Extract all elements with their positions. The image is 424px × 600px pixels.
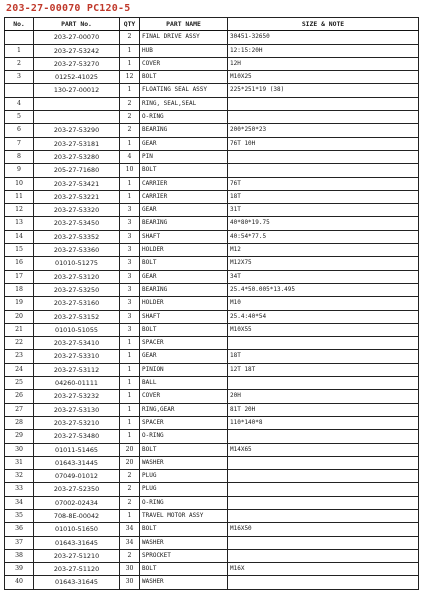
table-row: [5, 403, 419, 416]
size-note-cell: 34T: [228, 270, 419, 283]
part-number-cell: 203-27-51210: [34, 549, 120, 562]
item-number-cell: 38: [5, 549, 34, 562]
parts-table: [4, 17, 419, 590]
part-number-cell: 01643-31645: [34, 536, 120, 549]
item-number-cell: 7: [5, 137, 34, 150]
part-name-cell: SPROCKET: [140, 549, 228, 562]
size-note-cell: [228, 111, 419, 124]
column-header-part-no: PART No.: [34, 18, 120, 31]
quantity-cell: 34: [120, 536, 140, 549]
quantity-cell: 3: [120, 244, 140, 257]
table-row: [5, 177, 419, 190]
table-row: [5, 323, 419, 336]
size-note-cell: [228, 536, 419, 549]
part-number-cell: [34, 111, 120, 124]
quantity-cell: 20: [120, 443, 140, 456]
size-note-cell: [228, 470, 419, 483]
size-note-cell: [228, 456, 419, 469]
size-note-cell: [228, 337, 419, 350]
table-row: [5, 257, 419, 270]
quantity-cell: 1: [120, 416, 140, 429]
quantity-cell: 2: [120, 470, 140, 483]
part-number-cell: 203-27-00070: [34, 31, 120, 44]
part-name-cell: BOLT: [140, 164, 228, 177]
quantity-cell: 2: [120, 496, 140, 509]
item-number-cell: 20: [5, 310, 34, 323]
item-number-cell: 34: [5, 496, 34, 509]
size-note-cell: M16X50: [228, 523, 419, 536]
part-number-cell: 203-27-53270: [34, 57, 120, 70]
size-note-cell: [228, 496, 419, 509]
part-number-cell: 203-27-53310: [34, 350, 120, 363]
part-number-cell: 01010-51055: [34, 323, 120, 336]
size-note-cell: [228, 164, 419, 177]
item-number-cell: 4: [5, 97, 34, 110]
part-name-cell: PIN: [140, 150, 228, 163]
size-note-cell: 12:15:20H: [228, 44, 419, 57]
part-name-cell: PINION: [140, 363, 228, 376]
quantity-cell: 3: [120, 310, 140, 323]
quantity-cell: 1: [120, 177, 140, 190]
item-number-cell: 24: [5, 363, 34, 376]
quantity-cell: 3: [120, 230, 140, 243]
table-row: [5, 416, 419, 429]
quantity-cell: 1: [120, 57, 140, 70]
part-number-cell: 203-27-53480: [34, 430, 120, 443]
item-number-cell: 28: [5, 416, 34, 429]
part-number-cell: [34, 97, 120, 110]
part-number-cell: 205-27-71680: [34, 164, 120, 177]
quantity-cell: 1: [120, 430, 140, 443]
part-number-cell: 203-27-53221: [34, 190, 120, 203]
item-number-cell: 22: [5, 337, 34, 350]
quantity-cell: 2: [120, 97, 140, 110]
table-row: [5, 111, 419, 124]
quantity-cell: 1: [120, 390, 140, 403]
size-note-cell: [228, 97, 419, 110]
size-note-cell: 40*80*19.75: [228, 217, 419, 230]
table-row: [5, 71, 419, 84]
item-number-cell: 23: [5, 350, 34, 363]
part-number-cell: 07002-02434: [34, 496, 120, 509]
part-number-cell: 203-27-51120: [34, 563, 120, 576]
part-name-cell: BEARING: [140, 217, 228, 230]
part-number-cell: 203-27-53250: [34, 283, 120, 296]
table-row: [5, 523, 419, 536]
part-number-cell: 01010-51275: [34, 257, 120, 270]
table-row: [5, 204, 419, 217]
quantity-cell: 1: [120, 350, 140, 363]
size-note-cell: 76T 10H: [228, 137, 419, 150]
table-row: [5, 563, 419, 576]
quantity-cell: 1: [120, 137, 140, 150]
quantity-cell: 20: [120, 456, 140, 469]
part-name-cell: SPACER: [140, 337, 228, 350]
size-note-cell: M10X55: [228, 323, 419, 336]
part-number-cell: 203-27-53290: [34, 124, 120, 137]
table-row: [5, 270, 419, 283]
part-name-cell: O-RING: [140, 111, 228, 124]
column-header-no: No.: [5, 18, 34, 31]
item-number-cell: 8: [5, 150, 34, 163]
quantity-cell: 30: [120, 563, 140, 576]
item-number-cell: 26: [5, 390, 34, 403]
item-number-cell: 35: [5, 509, 34, 522]
part-name-cell: WASHER: [140, 456, 228, 469]
part-name-cell: BOLT: [140, 523, 228, 536]
part-name-cell: HUB: [140, 44, 228, 57]
part-name-cell: GEAR: [140, 137, 228, 150]
table-row: [5, 377, 419, 390]
part-name-cell: BOLT: [140, 257, 228, 270]
part-number-cell: 203-27-53210: [34, 416, 120, 429]
size-note-cell: M12: [228, 244, 419, 257]
size-note-cell: [228, 483, 419, 496]
table-row: [5, 430, 419, 443]
size-note-cell: M14X65: [228, 443, 419, 456]
item-number-cell: 25: [5, 377, 34, 390]
table-row: [5, 390, 419, 403]
table-row: [5, 31, 419, 44]
part-number-cell: 130-27-00012: [34, 84, 120, 97]
table-row: [5, 230, 419, 243]
part-name-cell: BALL: [140, 377, 228, 390]
part-number-cell: 203-27-53410: [34, 337, 120, 350]
part-name-cell: GEAR: [140, 350, 228, 363]
quantity-cell: 2: [120, 31, 140, 44]
size-note-cell: 20H: [228, 390, 419, 403]
table-row: [5, 124, 419, 137]
table-row: [5, 57, 419, 70]
part-name-cell: FINAL DRIVE ASSY: [140, 31, 228, 44]
part-name-cell: BOLT: [140, 323, 228, 336]
quantity-cell: 1: [120, 509, 140, 522]
quantity-cell: 3: [120, 283, 140, 296]
part-name-cell: SHAFT: [140, 310, 228, 323]
quantity-cell: 10: [120, 164, 140, 177]
item-number-cell: 30: [5, 443, 34, 456]
column-header-size-note: SIZE & NOTE: [228, 18, 419, 31]
table-row: [5, 217, 419, 230]
item-number-cell: 33: [5, 483, 34, 496]
table-row: [5, 297, 419, 310]
item-number-cell: 31: [5, 456, 34, 469]
part-number-cell: 203-27-53360: [34, 244, 120, 257]
size-note-cell: 30451-32650: [228, 31, 419, 44]
table-row: [5, 310, 419, 323]
quantity-cell: 1: [120, 337, 140, 350]
quantity-cell: 30: [120, 576, 140, 589]
part-name-cell: FLOATING SEAL ASSY: [140, 84, 228, 97]
table-row: [5, 283, 419, 296]
part-name-cell: GEAR: [140, 204, 228, 217]
item-number-cell: 13: [5, 217, 34, 230]
quantity-cell: 4: [120, 150, 140, 163]
size-note-cell: [228, 430, 419, 443]
size-note-cell: M16X: [228, 563, 419, 576]
item-number-cell: 19: [5, 297, 34, 310]
part-name-cell: O-RING: [140, 430, 228, 443]
part-number-cell: 203-27-53242: [34, 44, 120, 57]
size-note-cell: 18T: [228, 350, 419, 363]
quantity-cell: 1: [120, 377, 140, 390]
quantity-cell: 1: [120, 44, 140, 57]
part-number-cell: 203-27-53450: [34, 217, 120, 230]
table-row: [5, 150, 419, 163]
part-number-cell: 203-27-53421: [34, 177, 120, 190]
quantity-cell: 12: [120, 71, 140, 84]
column-header-part-name: PART NAME: [140, 18, 228, 31]
item-number-cell: 2: [5, 57, 34, 70]
part-number-cell: 203-27-53112: [34, 363, 120, 376]
quantity-cell: 1: [120, 84, 140, 97]
part-name-cell: WASHER: [140, 536, 228, 549]
item-number-cell: 5: [5, 111, 34, 124]
item-number-cell: 27: [5, 403, 34, 416]
parts-table-body: [5, 31, 419, 589]
table-row: [5, 337, 419, 350]
item-number-cell: 1: [5, 44, 34, 57]
item-number-cell: 11: [5, 190, 34, 203]
part-number-cell: 203-27-53352: [34, 230, 120, 243]
part-name-cell: BEARING: [140, 124, 228, 137]
size-note-cell: M12X75: [228, 257, 419, 270]
quantity-cell: 2: [120, 111, 140, 124]
size-note-cell: 200*250*23: [228, 124, 419, 137]
size-note-cell: 25.4:40*54: [228, 310, 419, 323]
part-number-cell: 203-27-52350: [34, 483, 120, 496]
size-note-cell: [228, 150, 419, 163]
quantity-cell: 3: [120, 323, 140, 336]
part-name-cell: CARRIER: [140, 177, 228, 190]
quantity-cell: 3: [120, 257, 140, 270]
item-number-cell: 6: [5, 124, 34, 137]
part-name-cell: CARRIER: [140, 190, 228, 203]
item-number-cell: 3: [5, 71, 34, 84]
size-note-cell: 31T: [228, 204, 419, 217]
item-number-cell: 40: [5, 576, 34, 589]
quantity-cell: 2: [120, 483, 140, 496]
quantity-cell: 3: [120, 270, 140, 283]
item-number-cell: 29: [5, 430, 34, 443]
part-name-cell: RING,GEAR: [140, 403, 228, 416]
item-number-cell: 18: [5, 283, 34, 296]
item-number-cell: [5, 31, 34, 44]
table-row: [5, 97, 419, 110]
part-name-cell: PLUG: [140, 470, 228, 483]
part-name-cell: WASHER: [140, 576, 228, 589]
table-row: [5, 350, 419, 363]
part-number-cell: 01010-51650: [34, 523, 120, 536]
document-title: 203-27-00070 PC120-5: [6, 3, 131, 14]
table-row: [5, 363, 419, 376]
part-number-cell: 07049-01012: [34, 470, 120, 483]
size-note-cell: [228, 549, 419, 562]
size-note-cell: 12T 18T: [228, 363, 419, 376]
table-row: [5, 84, 419, 97]
table-row: [5, 164, 419, 177]
part-name-cell: BOLT: [140, 443, 228, 456]
item-number-cell: 14: [5, 230, 34, 243]
size-note-cell: 110*140*8: [228, 416, 419, 429]
quantity-cell: 2: [120, 549, 140, 562]
part-name-cell: HOLDER: [140, 244, 228, 257]
part-name-cell: RING, SEAL,SEAL: [140, 97, 228, 110]
quantity-cell: 1: [120, 190, 140, 203]
column-header-qty: QTY: [120, 18, 140, 31]
table-row: [5, 190, 419, 203]
part-name-cell: SHAFT: [140, 230, 228, 243]
part-name-cell: O-RING: [140, 496, 228, 509]
item-number-cell: 21: [5, 323, 34, 336]
item-number-cell: 17: [5, 270, 34, 283]
table-row: [5, 576, 419, 589]
part-number-cell: 203-27-53320: [34, 204, 120, 217]
quantity-cell: 1: [120, 403, 140, 416]
part-number-cell: 203-27-53181: [34, 137, 120, 150]
header-row: [5, 18, 419, 31]
size-note-cell: 225*251*19 (38): [228, 84, 419, 97]
quantity-cell: 34: [120, 523, 140, 536]
size-note-cell: 81T 20H: [228, 403, 419, 416]
size-note-cell: [228, 377, 419, 390]
item-number-cell: 12: [5, 204, 34, 217]
part-name-cell: PLUG: [140, 483, 228, 496]
item-number-cell: [5, 84, 34, 97]
table-row: [5, 470, 419, 483]
table-row: [5, 536, 419, 549]
quantity-cell: 1: [120, 363, 140, 376]
part-name-cell: COVER: [140, 57, 228, 70]
table-row: [5, 496, 419, 509]
part-number-cell: 01643-31645: [34, 576, 120, 589]
part-name-cell: HOLDER: [140, 297, 228, 310]
part-number-cell: 203-27-53160: [34, 297, 120, 310]
part-number-cell: 203-27-53130: [34, 403, 120, 416]
part-name-cell: COVER: [140, 390, 228, 403]
part-name-cell: SPACER: [140, 416, 228, 429]
quantity-cell: 3: [120, 297, 140, 310]
part-number-cell: 203-27-53280: [34, 150, 120, 163]
part-number-cell: 203-27-53120: [34, 270, 120, 283]
part-number-cell: 01252-41025: [34, 71, 120, 84]
quantity-cell: 2: [120, 124, 140, 137]
item-number-cell: 10: [5, 177, 34, 190]
size-note-cell: 40:54*77.5: [228, 230, 419, 243]
table-row: [5, 244, 419, 257]
size-note-cell: M10: [228, 297, 419, 310]
size-note-cell: 25.4*50.005*13.495: [228, 283, 419, 296]
size-note-cell: [228, 509, 419, 522]
item-number-cell: 39: [5, 563, 34, 576]
item-number-cell: 37: [5, 536, 34, 549]
table-row: [5, 44, 419, 57]
table-row: [5, 456, 419, 469]
part-number-cell: 01643-31445: [34, 456, 120, 469]
part-name-cell: TRAVEL MOTOR ASSY: [140, 509, 228, 522]
size-note-cell: [228, 576, 419, 589]
part-name-cell: BOLT: [140, 563, 228, 576]
item-number-cell: 9: [5, 164, 34, 177]
table-row: [5, 509, 419, 522]
part-name-cell: BOLT: [140, 71, 228, 84]
item-number-cell: 36: [5, 523, 34, 536]
size-note-cell: 18T: [228, 190, 419, 203]
table-row: [5, 483, 419, 496]
part-name-cell: BEARING: [140, 283, 228, 296]
size-note-cell: 76T: [228, 177, 419, 190]
part-number-cell: 01011-51465: [34, 443, 120, 456]
size-note-cell: 12H: [228, 57, 419, 70]
part-number-cell: 708-8E-00042: [34, 509, 120, 522]
size-note-cell: M10X25: [228, 71, 419, 84]
table-row: [5, 443, 419, 456]
part-number-cell: 04260-01111: [34, 377, 120, 390]
quantity-cell: 3: [120, 204, 140, 217]
part-name-cell: GEAR: [140, 270, 228, 283]
table-row: [5, 549, 419, 562]
part-number-cell: 203-27-53232: [34, 390, 120, 403]
item-number-cell: 16: [5, 257, 34, 270]
part-number-cell: 203-27-53152: [34, 310, 120, 323]
quantity-cell: 3: [120, 217, 140, 230]
item-number-cell: 15: [5, 244, 34, 257]
table-row: [5, 137, 419, 150]
item-number-cell: 32: [5, 470, 34, 483]
